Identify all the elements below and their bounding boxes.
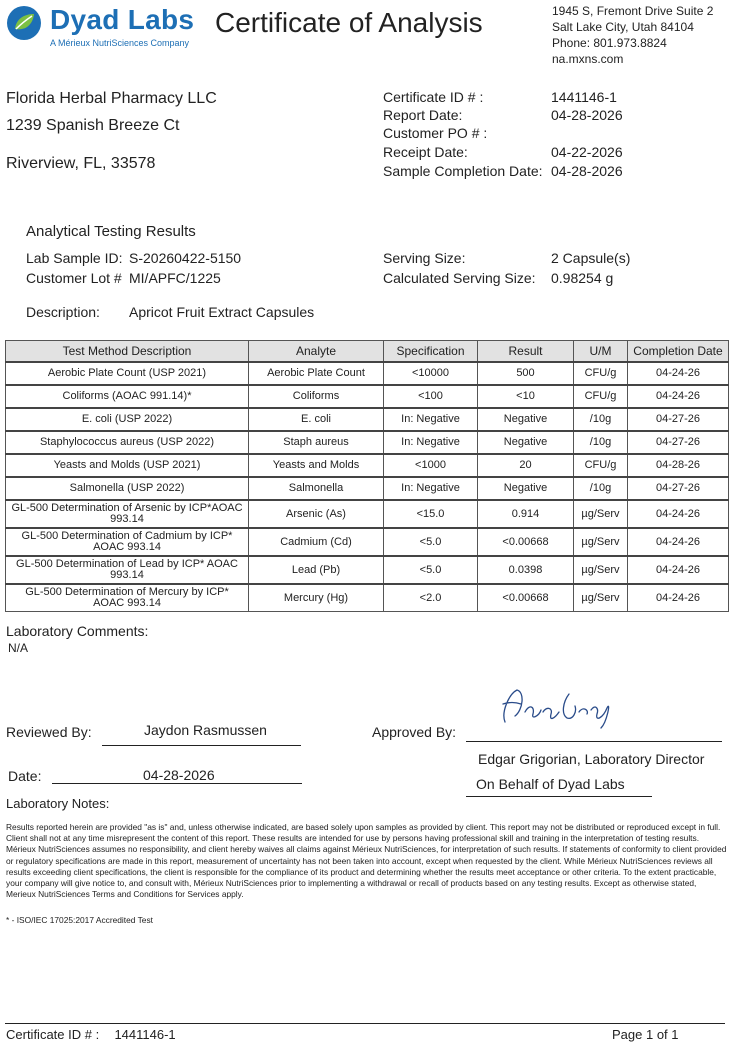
result-cell: 0.0398 bbox=[478, 556, 574, 584]
completion-date-label: Sample Completion Date: bbox=[383, 163, 543, 179]
table-row bbox=[6, 500, 729, 528]
calc-serving-value: 0.98254 g bbox=[551, 270, 614, 286]
document-title: Certificate of Analysis bbox=[215, 7, 483, 38]
serving-size-label: Serving Size: bbox=[383, 250, 466, 266]
analyte-cell: Coliforms bbox=[249, 385, 384, 408]
unit-cell: µg/Serv bbox=[574, 584, 628, 612]
laboratory-notes-label: Laboratory Notes: bbox=[6, 796, 110, 811]
spec-cell: <5.0 bbox=[384, 556, 478, 584]
calc-serving-label: Calculated Serving Size: bbox=[383, 270, 536, 286]
lab-address bbox=[552, 3, 713, 67]
table-row bbox=[6, 431, 729, 454]
result-cell: 500 bbox=[478, 362, 574, 385]
analyte-cell: Yeasts and Molds bbox=[249, 454, 384, 477]
accreditation-note: * - ISO/IEC 17025:2017 Accredited Test bbox=[6, 915, 153, 925]
date-line bbox=[52, 783, 302, 784]
client-name: Florida Herbal Pharmacy LLC bbox=[6, 90, 217, 107]
review-date-value: 04-28-2026 bbox=[143, 767, 215, 783]
result-cell: <10 bbox=[478, 385, 574, 408]
analyte-cell: E. coli bbox=[249, 408, 384, 431]
date-cell: 04-24-26 bbox=[628, 500, 729, 528]
table-row bbox=[6, 408, 729, 431]
date-cell: 04-27-26 bbox=[628, 408, 729, 431]
certificate-id-label: Certificate ID # : bbox=[383, 89, 484, 105]
comments-value: N/A bbox=[8, 641, 29, 655]
result-cell: 20 bbox=[478, 454, 574, 477]
footer-cert-value: 1441146-1 bbox=[114, 1027, 176, 1042]
website-link[interactable]: na.mxns.com bbox=[552, 52, 624, 66]
spec-cell: <1000 bbox=[384, 454, 478, 477]
analyte-cell: Salmonella bbox=[249, 477, 384, 500]
method-cell: GL-500 Determination of Lead by ICP* AOAC 993.14 bbox=[6, 556, 249, 584]
description-value: Apricot Fruit Extract Capsules bbox=[129, 304, 315, 320]
lab-sample-label: Lab Sample ID: bbox=[26, 250, 123, 266]
date-cell: 04-24-26 bbox=[628, 362, 729, 385]
spec-cell: In: Negative bbox=[384, 477, 478, 500]
method-cell: Aerobic Plate Count (USP 2021) bbox=[6, 362, 249, 385]
result-cell: Negative bbox=[478, 431, 574, 454]
table-row bbox=[6, 556, 729, 584]
approver-signature bbox=[495, 682, 625, 730]
unit-cell: CFU/g bbox=[574, 454, 628, 477]
spec-cell: <5.0 bbox=[384, 528, 478, 556]
spec-cell: <15.0 bbox=[384, 500, 478, 528]
page-number: Page 1 of 1 bbox=[612, 1027, 679, 1042]
spec-cell: In: Negative bbox=[384, 408, 478, 431]
date-cell: 04-27-26 bbox=[628, 477, 729, 500]
method-cell: Staphylococcus aureus (USP 2022) bbox=[6, 431, 249, 454]
spec-cell: <100 bbox=[384, 385, 478, 408]
analyte-cell: Staph aureus bbox=[249, 431, 384, 454]
spec-cell: <2.0 bbox=[384, 584, 478, 612]
leaf-circle-logo-icon bbox=[6, 5, 42, 41]
column-header: Result bbox=[478, 341, 574, 363]
certificate-id-value: 1441146-1 bbox=[551, 89, 617, 105]
table-row bbox=[6, 584, 729, 612]
unit-cell: /10g bbox=[574, 431, 628, 454]
analyte-cell: Aerobic Plate Count bbox=[249, 362, 384, 385]
approver-signature-line bbox=[466, 741, 722, 742]
customer-lot-label: Customer Lot # bbox=[26, 270, 122, 286]
reviewer-name: Jaydon Rasmussen bbox=[144, 722, 267, 738]
unit-cell: µg/Serv bbox=[574, 500, 628, 528]
column-header: Test Method Description bbox=[6, 341, 249, 363]
reviewed-by-label: Reviewed By: bbox=[6, 724, 92, 740]
method-cell: Coliforms (AOAC 991.14)* bbox=[6, 385, 249, 408]
receipt-date-value: 04-22-2026 bbox=[551, 144, 623, 160]
disclaimer-text: Results reported herein are provided "as is" and, unless otherwise indicated, are based solely upon samples as provided by client. This report may not be distributed or reproduced except in full. Client shall not at any time misrepresent the content of this report. These results are intended for use by persons having professional skill and training in the interpretation of testing results. Mérieux NutriSciences assumes no responsibility, and client hereby waives all claims against Mérieux NutriSciences, for interpretation of such results. If statements of conformity to client provided or regulatory specifications are made in this report, measurement of uncertainty has not been taken into account, except when requested by the client. While Mérieux NutriSciences reviews all results exceeding client specifications, the client is responsible for the compliance of its product and determining whether the results meet acceptance or other criteria. To the extent practicable, your company will give notice to, and consult with, Mérieux NutriSciences prior to implementing a withdrawal or recall of products based on any testing results. Except as otherwise stated, Merieux NutriSciences Terms and Conditions for Services apply. bbox=[6, 822, 727, 900]
brand-name: Dyad Labs bbox=[50, 4, 195, 35]
date-cell: 04-24-26 bbox=[628, 556, 729, 584]
date-cell: 04-24-26 bbox=[628, 584, 729, 612]
footer-certificate-id bbox=[6, 1027, 176, 1042]
table-row bbox=[6, 454, 729, 477]
lab-sample-value: S-20260422-5150 bbox=[129, 250, 242, 266]
result-cell: Negative bbox=[478, 408, 574, 431]
result-cell: <0.00668 bbox=[478, 528, 574, 556]
unit-cell: CFU/g bbox=[574, 385, 628, 408]
column-header: U/M bbox=[574, 341, 628, 363]
client-city: Riverview, FL, 33578 bbox=[6, 155, 156, 172]
method-cell: GL-500 Determination of Mercury by ICP* AOAC 993.14 bbox=[6, 584, 249, 612]
analyte-cell: Cadmium (Cd) bbox=[249, 528, 384, 556]
analyte-cell: Arsenic (As) bbox=[249, 500, 384, 528]
report-date-value: 04-28-2026 bbox=[551, 107, 623, 123]
section-heading: Analytical Testing Results bbox=[26, 223, 196, 240]
method-cell: E. coli (USP 2022) bbox=[6, 408, 249, 431]
address-line: 1945 S, Fremont Drive Suite 2 bbox=[552, 4, 714, 18]
serving-size-value: 2 Capsule(s) bbox=[551, 250, 631, 266]
table-row bbox=[6, 477, 729, 500]
report-date-label: Report Date: bbox=[383, 107, 463, 123]
method-cell: GL-500 Determination of Arsenic by ICP*AOAC 993.14 bbox=[6, 500, 249, 528]
phone-line: Phone: 801.973.8824 bbox=[552, 36, 667, 50]
column-header: Analyte bbox=[249, 341, 384, 363]
footer-divider bbox=[5, 1023, 725, 1024]
date-cell: 04-27-26 bbox=[628, 431, 729, 454]
column-header: Specification bbox=[384, 341, 478, 363]
method-cell: Yeasts and Molds (USP 2021) bbox=[6, 454, 249, 477]
unit-cell: /10g bbox=[574, 477, 628, 500]
customer-po-label: Customer PO # : bbox=[383, 125, 488, 141]
customer-lot-value: MI/APFC/1225 bbox=[129, 270, 221, 286]
unit-cell: µg/Serv bbox=[574, 556, 628, 584]
table-row bbox=[6, 385, 729, 408]
behalf-underline bbox=[466, 796, 652, 797]
date-cell: 04-24-26 bbox=[628, 385, 729, 408]
footer-cert-label: Certificate ID # : bbox=[6, 1027, 100, 1042]
results-table bbox=[5, 340, 729, 612]
description-label: Description: bbox=[26, 304, 100, 320]
analyte-cell: Mercury (Hg) bbox=[249, 584, 384, 612]
approver-behalf: On Behalf of Dyad Labs bbox=[476, 776, 625, 792]
result-cell: Negative bbox=[478, 477, 574, 500]
method-cell: GL-500 Determination of Cadmium by ICP* AOAC 993.14 bbox=[6, 528, 249, 556]
approved-by-label: Approved By: bbox=[372, 724, 457, 740]
date-cell: 04-24-26 bbox=[628, 528, 729, 556]
unit-cell: CFU/g bbox=[574, 362, 628, 385]
receipt-date-label: Receipt Date: bbox=[383, 144, 468, 160]
unit-cell: /10g bbox=[574, 408, 628, 431]
result-cell: 0.914 bbox=[478, 500, 574, 528]
table-header-row bbox=[6, 341, 729, 363]
spec-cell: In: Negative bbox=[384, 431, 478, 454]
approver-name: Edgar Grigorian, Laboratory Director bbox=[478, 751, 705, 767]
unit-cell: µg/Serv bbox=[574, 528, 628, 556]
table-row bbox=[6, 528, 729, 556]
brand-tagline: A Mérieux NutriSciences Company bbox=[50, 38, 190, 48]
comments-label: Laboratory Comments: bbox=[6, 623, 149, 639]
analyte-cell: Lead (Pb) bbox=[249, 556, 384, 584]
date-label: Date: bbox=[8, 768, 42, 784]
spec-cell: <10000 bbox=[384, 362, 478, 385]
address-line: Salt Lake City, Utah 84104 bbox=[552, 20, 694, 34]
reviewer-signature-line bbox=[102, 745, 301, 746]
table-row bbox=[6, 362, 729, 385]
method-cell: Salmonella (USP 2022) bbox=[6, 477, 249, 500]
column-header: Completion Date bbox=[628, 341, 729, 363]
completion-date-value: 04-28-2026 bbox=[551, 163, 623, 179]
client-street: 1239 Spanish Breeze Ct bbox=[6, 117, 180, 134]
result-cell: <0.00668 bbox=[478, 584, 574, 612]
date-cell: 04-28-26 bbox=[628, 454, 729, 477]
